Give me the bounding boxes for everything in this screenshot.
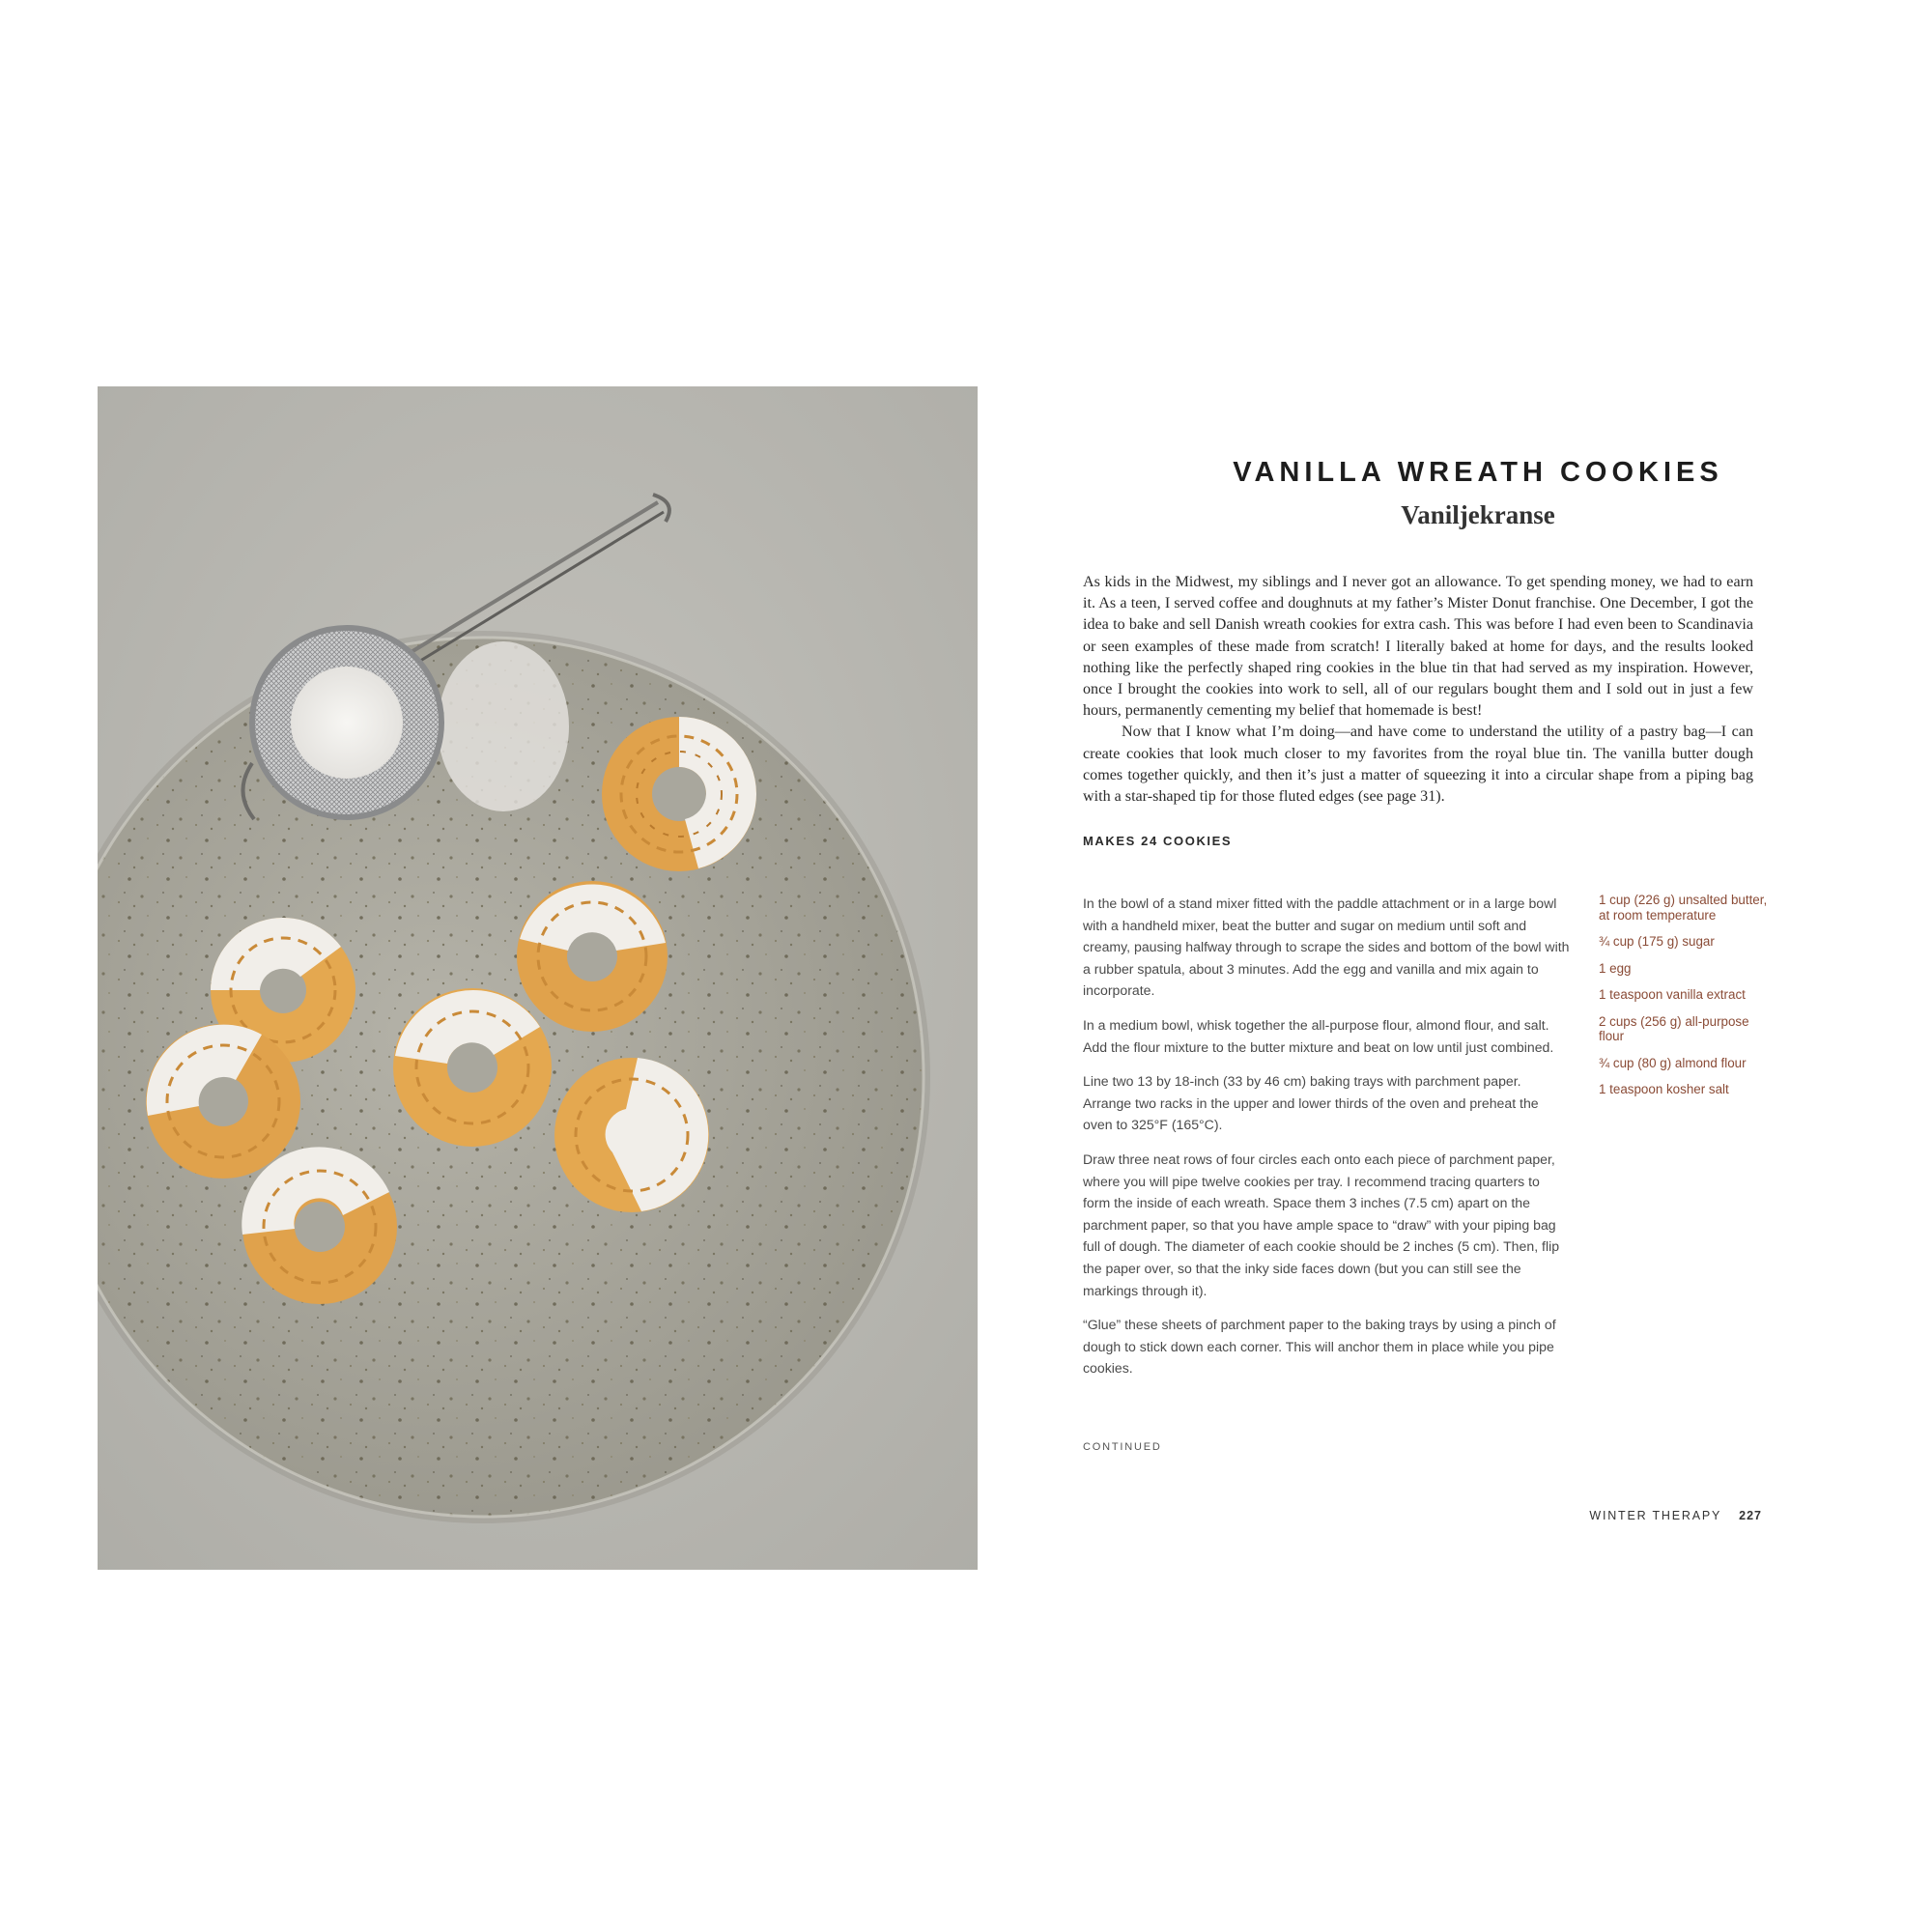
page-footer <box>1589 1509 1762 1522</box>
method-step: In the bowl of a stand mixer fitted with the paddle attachment or in a large bowl with a handheld mixer, beat the butter and sugar on medium until soft and creamy, pausing halfway through to scrape the sides and bottom of the bowl with a rubber spatula, about 3 minutes. Add the egg and vanilla and mix again to incorporate. <box>1083 895 1570 999</box>
ingredient-item: 2 cups (256 g) all-purpose flour <box>1599 1013 1749 1043</box>
method-step: In a medium bowl, whisk together the all-purpose flour, almond flour, and salt. Add the flour mixture to the butter mixture and beat on low until just combined. <box>1083 1016 1554 1055</box>
cookies-photo-illustration <box>98 386 978 1570</box>
section-name: WINTER THERAPY <box>1589 1509 1722 1522</box>
ingredient-item: 1 teaspoon vanilla extract <box>1599 987 1746 1002</box>
method-step: Line two 13 by 18-inch (33 by 46 cm) baking trays with parchment paper. Arrange two racks in the upper and lower thirds of the oven and preheat the oven to 325°F (165°C). <box>1083 1073 1539 1133</box>
method-step: “Glue” these sheets of parchment paper to the baking trays by using a pinch of dough to stick down each corner. This will anchor them in place while you pipe cookies. <box>1083 1317 1556 1377</box>
recipe-photo <box>98 386 978 1570</box>
ingredient-item: ¾ cup (80 g) almond flour <box>1599 1055 1747 1070</box>
intro-paragraph: Now that I know what I’m doing—and have come to understand the utility of a pastry bag—I can create cookies that look much closer to my favorites from the royal blue tin. The vanilla butter dough comes together quickly, and then it’s just a matter of squeezing it into a circular shape from a piping bag with a star-shaped tip for those fluted edges (see page 31). <box>1083 724 1753 806</box>
method-step: Draw three neat rows of four circles each onto each piece of parchment paper, where you will pipe twelve cookies per tray. I recommend tracing quarters to form the inside of each wreath. Space them 3 inches (7.5 cm) apart on the parchment paper, so that you have ample space to “draw” with your piping bag full of dough. The diameter of each cookie should be 2 inches (5 cm). Then, flip the paper over, so that the inky side faces down (but you can still see the markings through it). <box>1083 1151 1560 1298</box>
recipe-method <box>1083 893 1570 1392</box>
ingredient-item: 1 teaspoon kosher salt <box>1599 1082 1729 1096</box>
continued-label: CONTINUED <box>1083 1441 1162 1453</box>
ingredient-list <box>1599 893 1768 1109</box>
ingredient-item: ¾ cup (175 g) sugar <box>1599 934 1715 949</box>
recipe-title: VANILLA WREATH COOKIES <box>1233 457 1723 488</box>
recipe-subtitle: Vaniljekranse <box>1401 500 1555 529</box>
recipe-yield: MAKES 24 COOKIES <box>1083 834 1233 848</box>
recipe-intro <box>1083 572 1753 808</box>
ingredient-item: 1 egg <box>1599 960 1632 976</box>
ingredient-item: 1 cup (226 g) unsalted butter, at room temperature <box>1599 893 1768 923</box>
page-number: 227 <box>1739 1509 1762 1522</box>
intro-paragraph: As kids in the Midwest, my siblings and I never got an allowance. To get spending money, we had to earn it. As a teen, I served coffee and doughnuts at my father’s Mister Donut franchise. One December, I got the idea to bake and sell Danish wreath cookies for extra cash. This was before I had even been to Scandinavia or seen examples of these made from scratch! I literally baked at home for days, and the results looked nothing like the perfectly shaped ring cookies in the blue tin that had served as my inspiration. However, once I brought the cookies into work to sell, all of our regulars bought them and I sold out in just a few hours, permanently cementing my belief that homemade is best! <box>1083 574 1753 720</box>
